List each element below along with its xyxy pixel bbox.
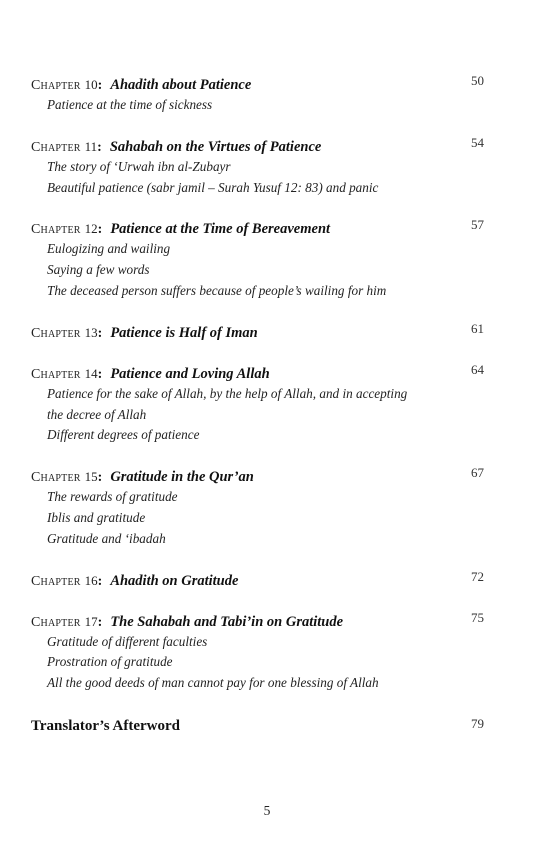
page-number: 50 xyxy=(471,73,484,88)
subsection-item: Eulogizing and wailing xyxy=(47,241,171,257)
chapter-colon: : xyxy=(97,573,103,589)
chapter-heading xyxy=(31,134,486,157)
chapter-colon: : xyxy=(97,222,103,238)
subsection-item: the decree of Allah xyxy=(47,406,147,422)
toc-entry-chapter-14 xyxy=(31,361,486,446)
toc-entry-afterword xyxy=(31,715,486,737)
subsection-list xyxy=(31,157,486,199)
subsection-item: Patience for the sake of Allah, by the help of Allah, and in accepting xyxy=(47,385,408,401)
chapter-title: Patience is Half of Iman xyxy=(110,324,258,341)
subsection-list xyxy=(31,632,486,694)
chapter-title: Patience at the Time of Bereavement xyxy=(110,221,331,238)
chapter-number: 17 xyxy=(84,613,98,629)
chapter-heading xyxy=(31,568,486,591)
subsection-item: Different degrees of patience xyxy=(47,427,200,443)
chapter-colon: : xyxy=(97,614,103,630)
subsection-item: All the good deeds of man cannot pay for one blessing of Allah xyxy=(47,675,379,691)
toc-entry-chapter-16 xyxy=(31,568,486,591)
subsection-item: Gratitude and ‘ibadah xyxy=(47,530,166,546)
chapter-colon: : xyxy=(97,366,103,382)
chapter-heading xyxy=(31,361,486,384)
chapter-title: The Sahabah and Tabi’in on Gratitude xyxy=(110,613,344,630)
chapter-label: Chapter xyxy=(31,222,81,238)
subsection-item: Gratitude of different faculties xyxy=(47,633,208,649)
page-number: 72 xyxy=(471,568,484,584)
chapter-colon: : xyxy=(97,470,103,486)
chapter-heading xyxy=(31,75,486,95)
chapter-title: Ahadith about Patience xyxy=(110,77,252,93)
toc-entry-chapter-10 xyxy=(31,75,486,116)
subsection-item: The deceased person suffers because of people’s wailing for him xyxy=(47,282,387,298)
toc-entry-chapter-13 xyxy=(31,320,486,343)
chapter-number: 11 xyxy=(84,138,98,154)
subsection-item: The story of ‘Urwah ibn al-Zubayr xyxy=(47,158,231,174)
chapter-label: Chapter xyxy=(31,325,81,341)
page-number: 54 xyxy=(471,134,484,150)
subsection-item: Patience at the time of sickness xyxy=(47,97,213,112)
chapter-label: Chapter xyxy=(31,366,81,382)
chapter-colon: : xyxy=(97,139,102,155)
chapter-title: Sahabah on the Virtues of Patience xyxy=(109,138,322,155)
table-of-contents xyxy=(31,75,486,737)
page-number: 61 xyxy=(471,320,484,336)
chapter-heading xyxy=(31,609,486,632)
chapter-label: Chapter xyxy=(31,614,81,630)
chapter-colon: : xyxy=(97,78,103,93)
chapter-number: 16 xyxy=(84,572,98,588)
page-folio: 5 xyxy=(263,803,271,818)
page-number: 57 xyxy=(471,217,484,233)
chapter-title: Gratitude in the Qur’an xyxy=(110,469,254,486)
subsection-list xyxy=(31,239,486,301)
toc-entry-chapter-15 xyxy=(31,467,486,549)
toc-entry-chapter-11 xyxy=(31,134,486,199)
chapter-label: Chapter xyxy=(31,573,81,589)
subsection-item: Beautiful patience (sabr jamil – Surah Yusuf 12: 83) and panic xyxy=(47,179,379,195)
toc-entry-chapter-17 xyxy=(31,609,486,694)
afterword-title: Translator’s Afterword xyxy=(31,717,180,734)
page-number: 79 xyxy=(471,715,484,731)
chapter-number: 15 xyxy=(84,469,98,485)
chapter-title: Patience and Loving Allah xyxy=(110,365,270,382)
chapter-heading xyxy=(31,467,486,487)
subsection-list xyxy=(31,95,486,116)
chapter-number: 13 xyxy=(84,324,98,340)
subsection-item: Iblis and gratitude xyxy=(47,509,146,525)
subsection-item: The rewards of gratitude xyxy=(47,489,178,505)
toc-entry-chapter-12 xyxy=(31,219,486,301)
subsection-list xyxy=(31,384,486,446)
chapter-number: 12 xyxy=(84,221,98,237)
chapter-number: 10 xyxy=(84,77,98,92)
chapter-heading xyxy=(31,219,486,239)
chapter-label: Chapter xyxy=(31,470,81,486)
subsection-list xyxy=(31,487,486,549)
subsection-item: Prostration of gratitude xyxy=(47,654,173,670)
page-number: 67 xyxy=(471,465,484,481)
chapter-title: Ahadith on Gratitude xyxy=(110,572,239,589)
chapter-heading xyxy=(31,320,486,343)
chapter-label: Chapter xyxy=(31,139,81,155)
chapter-number: 14 xyxy=(84,365,98,381)
chapter-label: Chapter xyxy=(31,78,81,93)
chapter-colon: : xyxy=(97,325,103,341)
subsection-item: Saying a few words xyxy=(47,262,150,278)
page-number: 64 xyxy=(471,361,484,377)
page-number: 75 xyxy=(471,609,484,625)
